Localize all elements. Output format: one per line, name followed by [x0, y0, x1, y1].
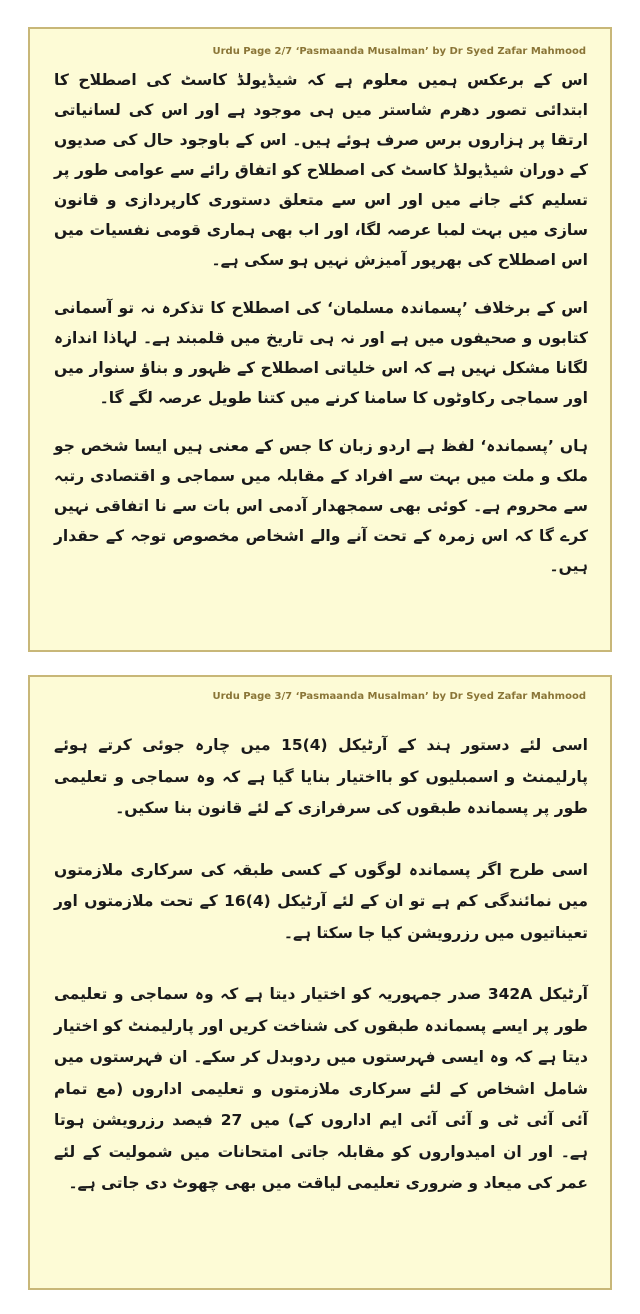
document-page-2 [28, 27, 612, 652]
paragraph: اس کے برخلاف ’پسماندہ مسلمان‘ کی اصطلاح کا تذکرہ نہ تو آسمانی کتابوں و صحیفوں میں ہے اور نہ ہی تاریخ میں قلمبند ہے۔ لہاذا اندازہ لگانا مشکل نہیں ہے کہ اس خلیاتی اصطلاح کے ظہور و بناؤ سنوار میں اور سماجی رکاوٹوں کا سامنا کرنے میں کتنا طویل عرصہ لگے گا۔ [54, 299, 588, 407]
page-header: Urdu Page 3/7 ‘Pasmaanda Musalman’ by Dr Syed Zafar Mahmood [212, 691, 586, 702]
paragraph: اسی لئے دستور ہند کے آرٹیکل (4)15 میں چارہ جوئی کرتے ہوئے پارلیمنٹ و اسمبلیوں کو بااختیار بنایا گیا ہے کہ وہ سماجی و تعلیمی طور پر پسماندہ طبقوں کی سرفرازی کے لئے قانون بنا سکیں۔ [54, 736, 588, 817]
document-page-3 [28, 675, 612, 1290]
paragraph: اس کے برعکس ہمیں معلوم ہے کہ شیڈیولڈ کاسٹ کی اصطلاح کا ابتدائی تصور دھرم شاستر میں ہی موجود ہے اور اس کی لسانیاتی ارتقا پر ہزاروں برس صرف ہوئے ہیں۔ اس کے باوجود حال کی صدیوں کے دوران شیڈیولڈ کاسٹ کی اصطلاح کو اتفاق رائے سے عوامی طور پر تسلیم کئے جانے میں اور اس سے متعلق دستوری کارپردازی و قانون سازی میں بہت لمبا عرصہ لگا، اور اب بھی ہماری قومی نفسیات میں اس اصطلاح کی بھرپور آمیزش نہیں ہو سکی ہے۔ [54, 71, 588, 269]
paragraph: ہاں ’پسماندہ‘ لفظ ہے اردو زبان کا جس کے معنی ہیں ایسا شخص جو ملک و ملت میں بہت سے افراد کے مقابلہ میں سماجی و اقتصادی رتبہ سے محروم ہے۔ کوئی بھی سمجھدار آدمی اس بات سے نا اتفاقی نہیں کرے گا کہ اس زمرہ کے تحت آنے والے اشخاص مخصوص توجہ کے حقدار ہیں۔ [54, 437, 588, 575]
page-header: Urdu Page 2/7 ‘Pasmaanda Musalman’ by Dr Syed Zafar Mahmood [212, 46, 586, 57]
paragraph: آرٹیکل 342A صدر جمہوریہ کو اختیار دیتا ہے کہ وہ سماجی و تعلیمی طور پر ایسے پسماندہ طبقوں کی شناخت کریں اور پارلیمنٹ کو اختیار دیتا ہے کہ وہ ایسی فہرستوں میں ردوبدل کر سکے۔ ان فہرستوں میں شامل اشخاص کے لئے سرکاری ملازمتوں و تعلیمی اداروں (مع تمام آئی آئی ٹی و آئی آئی ایم اداروں کے) میں 27 فیصد رزرویشن ہوتا ہے۔ اور ان امیدواروں کو مقابلہ جاتی امتحانات میں شمولیت کے لئے عمر کی میعاد و ضروری تعلیمی لیاقت میں بھی چھوٹ دی جاتی ہے۔ [54, 985, 588, 1192]
paragraph: اسی طرح اگر پسماندہ لوگوں کے کسی طبقہ کی سرکاری ملازمتوں میں نمائندگی کم ہے تو ان کے لئے آرٹیکل (4)16 کے تحت ملازمتوں اور تعیناتیوں میں رزرویشن کیا جا سکتا ہے۔ [54, 860, 588, 942]
